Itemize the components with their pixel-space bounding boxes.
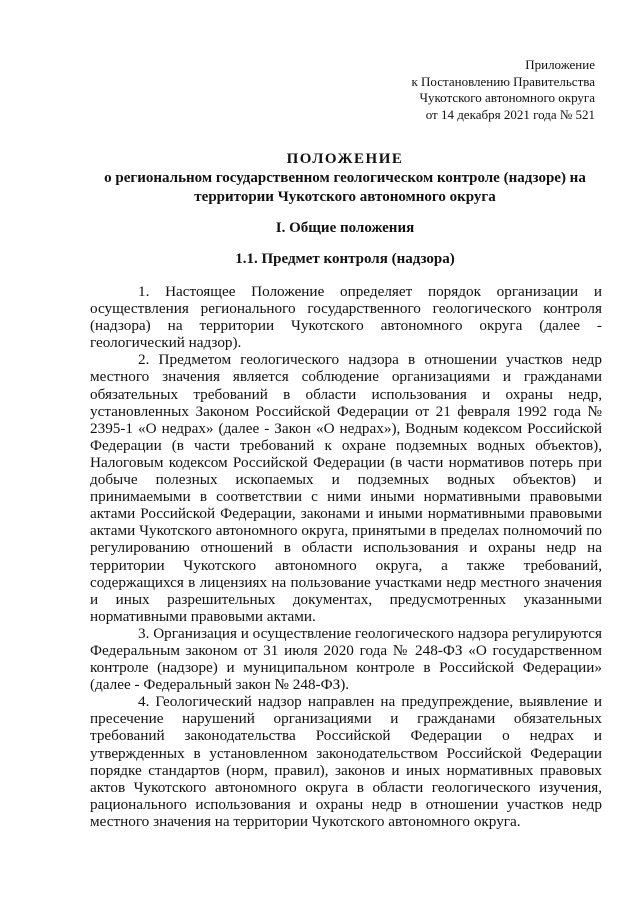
appendix-line-4: от 14 декабря 2021 года № 521	[425, 106, 595, 122]
appendix-line-1: Приложение	[525, 57, 595, 72]
chapter-heading: I. Общие положения	[275, 220, 415, 236]
document-body	[90, 283, 602, 830]
document-title	[90, 150, 600, 207]
paragraph-1: 1. Настоящее Положение определяет порядок организации и осуществления регионального государственного геологического контроля (надзора) на территории Чукотского автономного округа (далее - геологический надзор).	[90, 283, 602, 352]
appendix-line-2: к Постановлению Правительства	[411, 73, 595, 89]
subsection-heading: 1.1. Предмет контроля (надзора)	[235, 251, 455, 267]
paragraph-3: 3. Организация и осуществление геологического надзора регулируются Федеральным законом от 31 июля 2020 года № 248-ФЗ «О государственном контроле (надзоре) и муниципальном контроле в Российской Федерации» (далее - Федеральный закон № 248-ФЗ).	[90, 624, 602, 694]
appendix-header	[335, 57, 595, 123]
appendix-line-3: Чукотского автономного округа	[419, 90, 595, 105]
paragraph-2: 2. Предметом геологического надзора в отношении участков недр местного значения является соблюдение организациями и гражданами обязательных требований в области использования и охраны недр, установленных Законом Российской Федерации от 21 февраля 1992 года № 2395-1 «О недрах» (далее - Закон «О недрах»), Водным кодексом Российской Федерации (в части требований к охране подземных водных объектов), Налоговым кодексом Российской Федерации (в части нормативов потерь при добыче полезных ископаемых и подземных водных объектов) и принимаемыми в соответствии с ними иными нормативными правовыми актами Российской Федерации, законами и иными нормативными правовыми актами Чукотского автономного округа, принятыми в пределах полномочий по регулированию отношений в области использования и охраны недр на территории Чукотского автономного округа, а также требований, содержащихся в лицензиях на пользование участками недр местного значения и иных разрешительных документах, предусмотренных указанными нормативными правовыми актами.	[90, 351, 602, 625]
title-line-2: о региональном государственном геологическом контроле (надзоре) на	[104, 170, 586, 186]
paragraph-4: 4. Геологический надзор направлен на предупреждение, выявление и пресечение нарушений организациями и гражданами обязательных требований законодательства Российской Федерации о недрах и утвержденных в установленном законодательством Российской Федерации порядке стандартов (норм, правил), законов и иных нормативных правовых актов Чукотского автономного округа в области геологического изучения, рационального использования и охраны недр в отношении участков недр местного значения на территории Чукотского автономного округа.	[90, 693, 602, 830]
title-main: ПОЛОЖЕНИЕ	[286, 151, 404, 167]
title-line-3: территории Чукотского автономного округа	[194, 189, 496, 205]
